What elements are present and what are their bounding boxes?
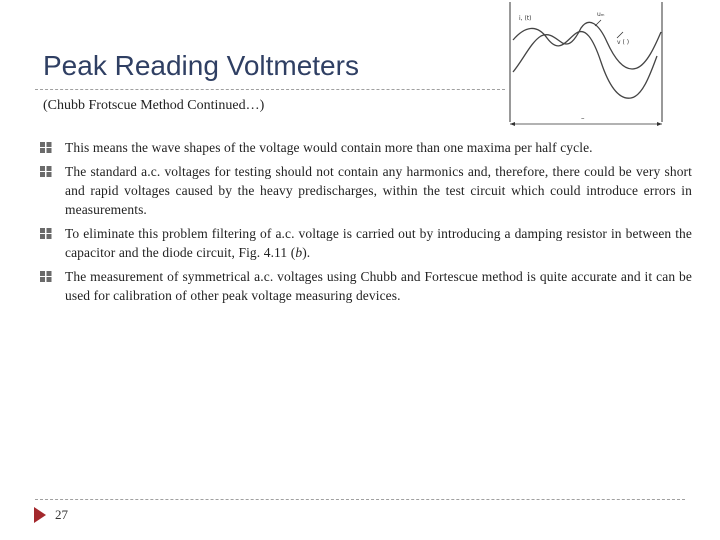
figure-label-period: – [581,114,585,122]
figure-label-current: i, (t) [519,15,532,22]
page-number: 27 [55,507,68,522]
bullet-icon [40,228,52,239]
figure-label-peak: uₘ [597,11,605,18]
slide-subtitle: (Chubb Frotscue Method Continued…) [43,98,265,113]
bullet-item [40,267,692,305]
bullet-text-end: ). [302,245,311,260]
bullet-list [40,138,692,310]
bullet-icon [40,271,52,282]
page-marker-icon [34,507,46,523]
waveform-figure [505,2,665,130]
bullet-item [40,224,692,262]
bullet-text-emphasis: b [295,245,303,260]
footer-divider [35,499,685,500]
bullet-icon [40,142,52,153]
bullet-text: The standard a.c. voltages for testing should not contain any harmonics and, therefore, there could be very short and rapid voltages caused by the heavy predischarges, within the test circuit which could introduce errors in measurements. [65,164,692,217]
bullet-text: The measurement of symmetrical a.c. voltages using Chubb and Fortescue method is quite accurate and it can be used for calibration of other peak voltage measuring devices. [65,269,692,303]
title-divider [35,89,505,90]
figure-label-voltage: v ( ) [617,39,630,46]
bullet-text: This means the wave shapes of the voltage would contain more than one maxima per half cycle. [65,140,593,155]
bullet-icon [40,166,52,177]
bullet-item [40,162,692,219]
slide-title: Peak Reading Voltmeters [43,50,359,81]
bullet-text: To eliminate this problem filtering of a.c. voltage is carried out by introducing a damping resistor in between the capacitor and the diode circuit, Fig. 4.11 ( [65,226,692,260]
bullet-item [40,138,692,157]
